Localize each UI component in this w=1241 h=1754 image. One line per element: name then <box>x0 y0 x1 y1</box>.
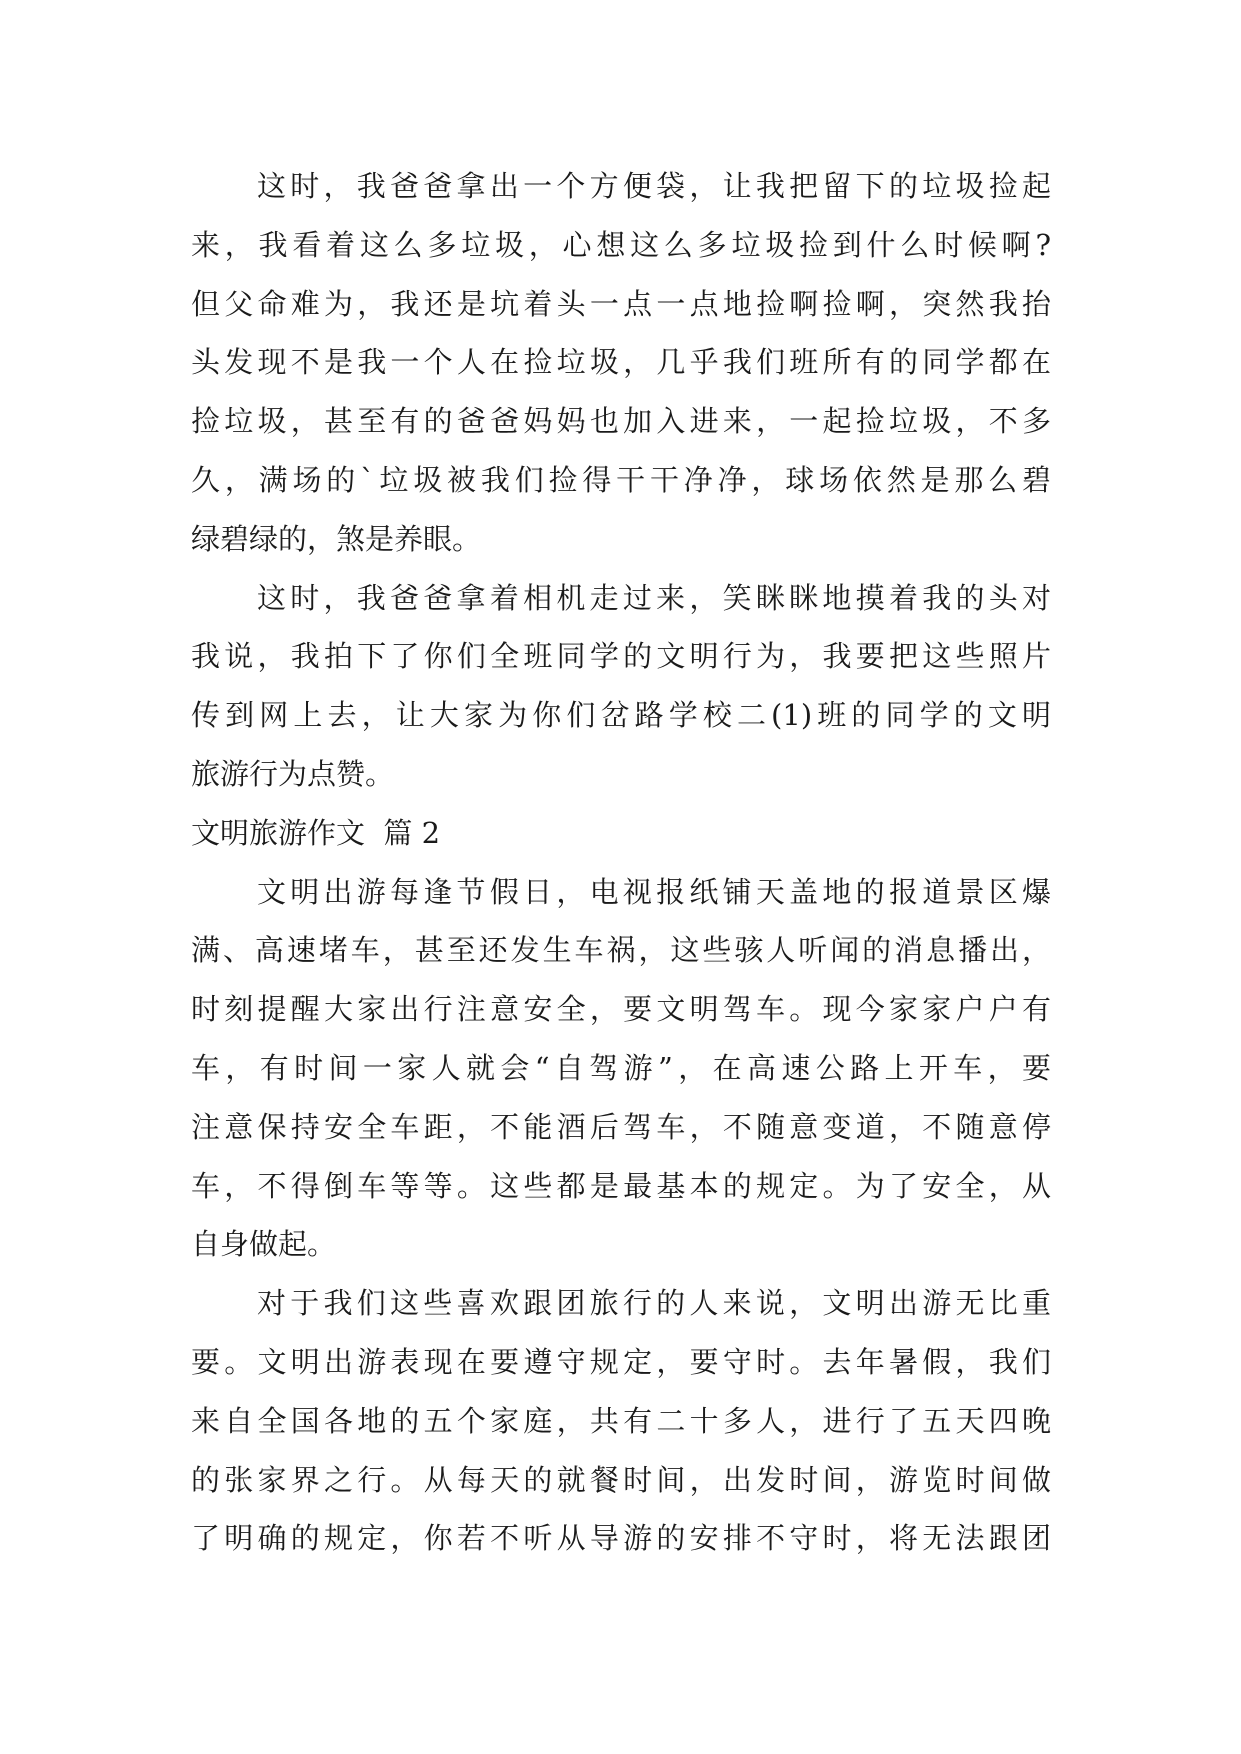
text-line: 这时，我爸爸拿出一个方便袋，让我把留下的垃圾捡起 <box>257 169 1051 203</box>
text-line: 的张家界之行。从每天的就餐时间，出发时间，游览时间做 <box>191 1462 1051 1497</box>
text-line: 时刻提醒大家出行注意安全，要文明驾车。现今家家户户有 <box>191 992 1051 1027</box>
text-line: 旅游行为点赞。 <box>191 756 395 791</box>
text-line: 注意保持安全车距，不能酒后驾车，不随意变道，不随意停 <box>191 1109 1051 1144</box>
text-line: 文明出游每逢节假日，电视报纸铺天盖地的报道景区爆 <box>257 874 1051 909</box>
text-line: 传到网上去，让大家为你们岔路学校二(1)班的同学的文明 <box>191 698 1051 733</box>
text-line: 对于我们这些喜欢跟团旅行的人来说，文明出游无比重 <box>257 1286 1051 1321</box>
text-line: 自身做起。 <box>191 1227 337 1262</box>
text-line: 捡垃圾，甚至有的爸爸妈妈也加入进来，一起捡垃圾，不多 <box>191 404 1051 439</box>
paragraph <box>191 157 1051 569</box>
text-line: 头发现不是我一个人在捡垃圾，几乎我们班所有的同学都在 <box>191 345 1051 380</box>
paragraph <box>191 1274 1051 1568</box>
text-line: 这时，我爸爸拿着相机走过来，笑眯眯地摸着我的头对 <box>257 580 1051 615</box>
text-line: 要。文明出游表现在要遵守规定，要守时。去年暑假，我们 <box>191 1344 1051 1379</box>
paragraph <box>191 863 1051 1275</box>
text-line: 满、高速堵车，甚至还发生车祸，这些骇人听闻的消息播出， <box>191 933 1051 968</box>
document-body <box>191 157 1051 1568</box>
text-line: 车，不得倒车等等。这些都是最基本的规定。为了安全，从 <box>191 1168 1051 1203</box>
text-line: 来自全国各地的五个家庭，共有二十多人，进行了五天四晚 <box>191 1403 1051 1438</box>
paragraph <box>191 569 1051 804</box>
text-line: 车，有时间一家人就会“自驾游”，在高速公路上开车，要 <box>191 1050 1051 1085</box>
text-line: 绿碧绿的，煞是养眼。 <box>191 521 482 556</box>
text-line: 了明确的规定，你若不听从导游的安排不守时，将无法跟团 <box>191 1521 1051 1556</box>
section-heading: 文明旅游作文 篇 2 <box>191 815 441 850</box>
text-line: 我说，我拍下了你们全班同学的文明行为，我要把这些照片 <box>191 639 1051 674</box>
text-line: 久，满场的`垃圾被我们捡得干干净净，球场依然是那么碧 <box>191 462 1051 497</box>
text-line: 但父命难为，我还是坑着头一点一点地捡啊捡啊，突然我抬 <box>191 286 1051 321</box>
text-line: 来，我看着这么多垃圾，心想这么多垃圾捡到什么时候啊? <box>191 227 1051 262</box>
